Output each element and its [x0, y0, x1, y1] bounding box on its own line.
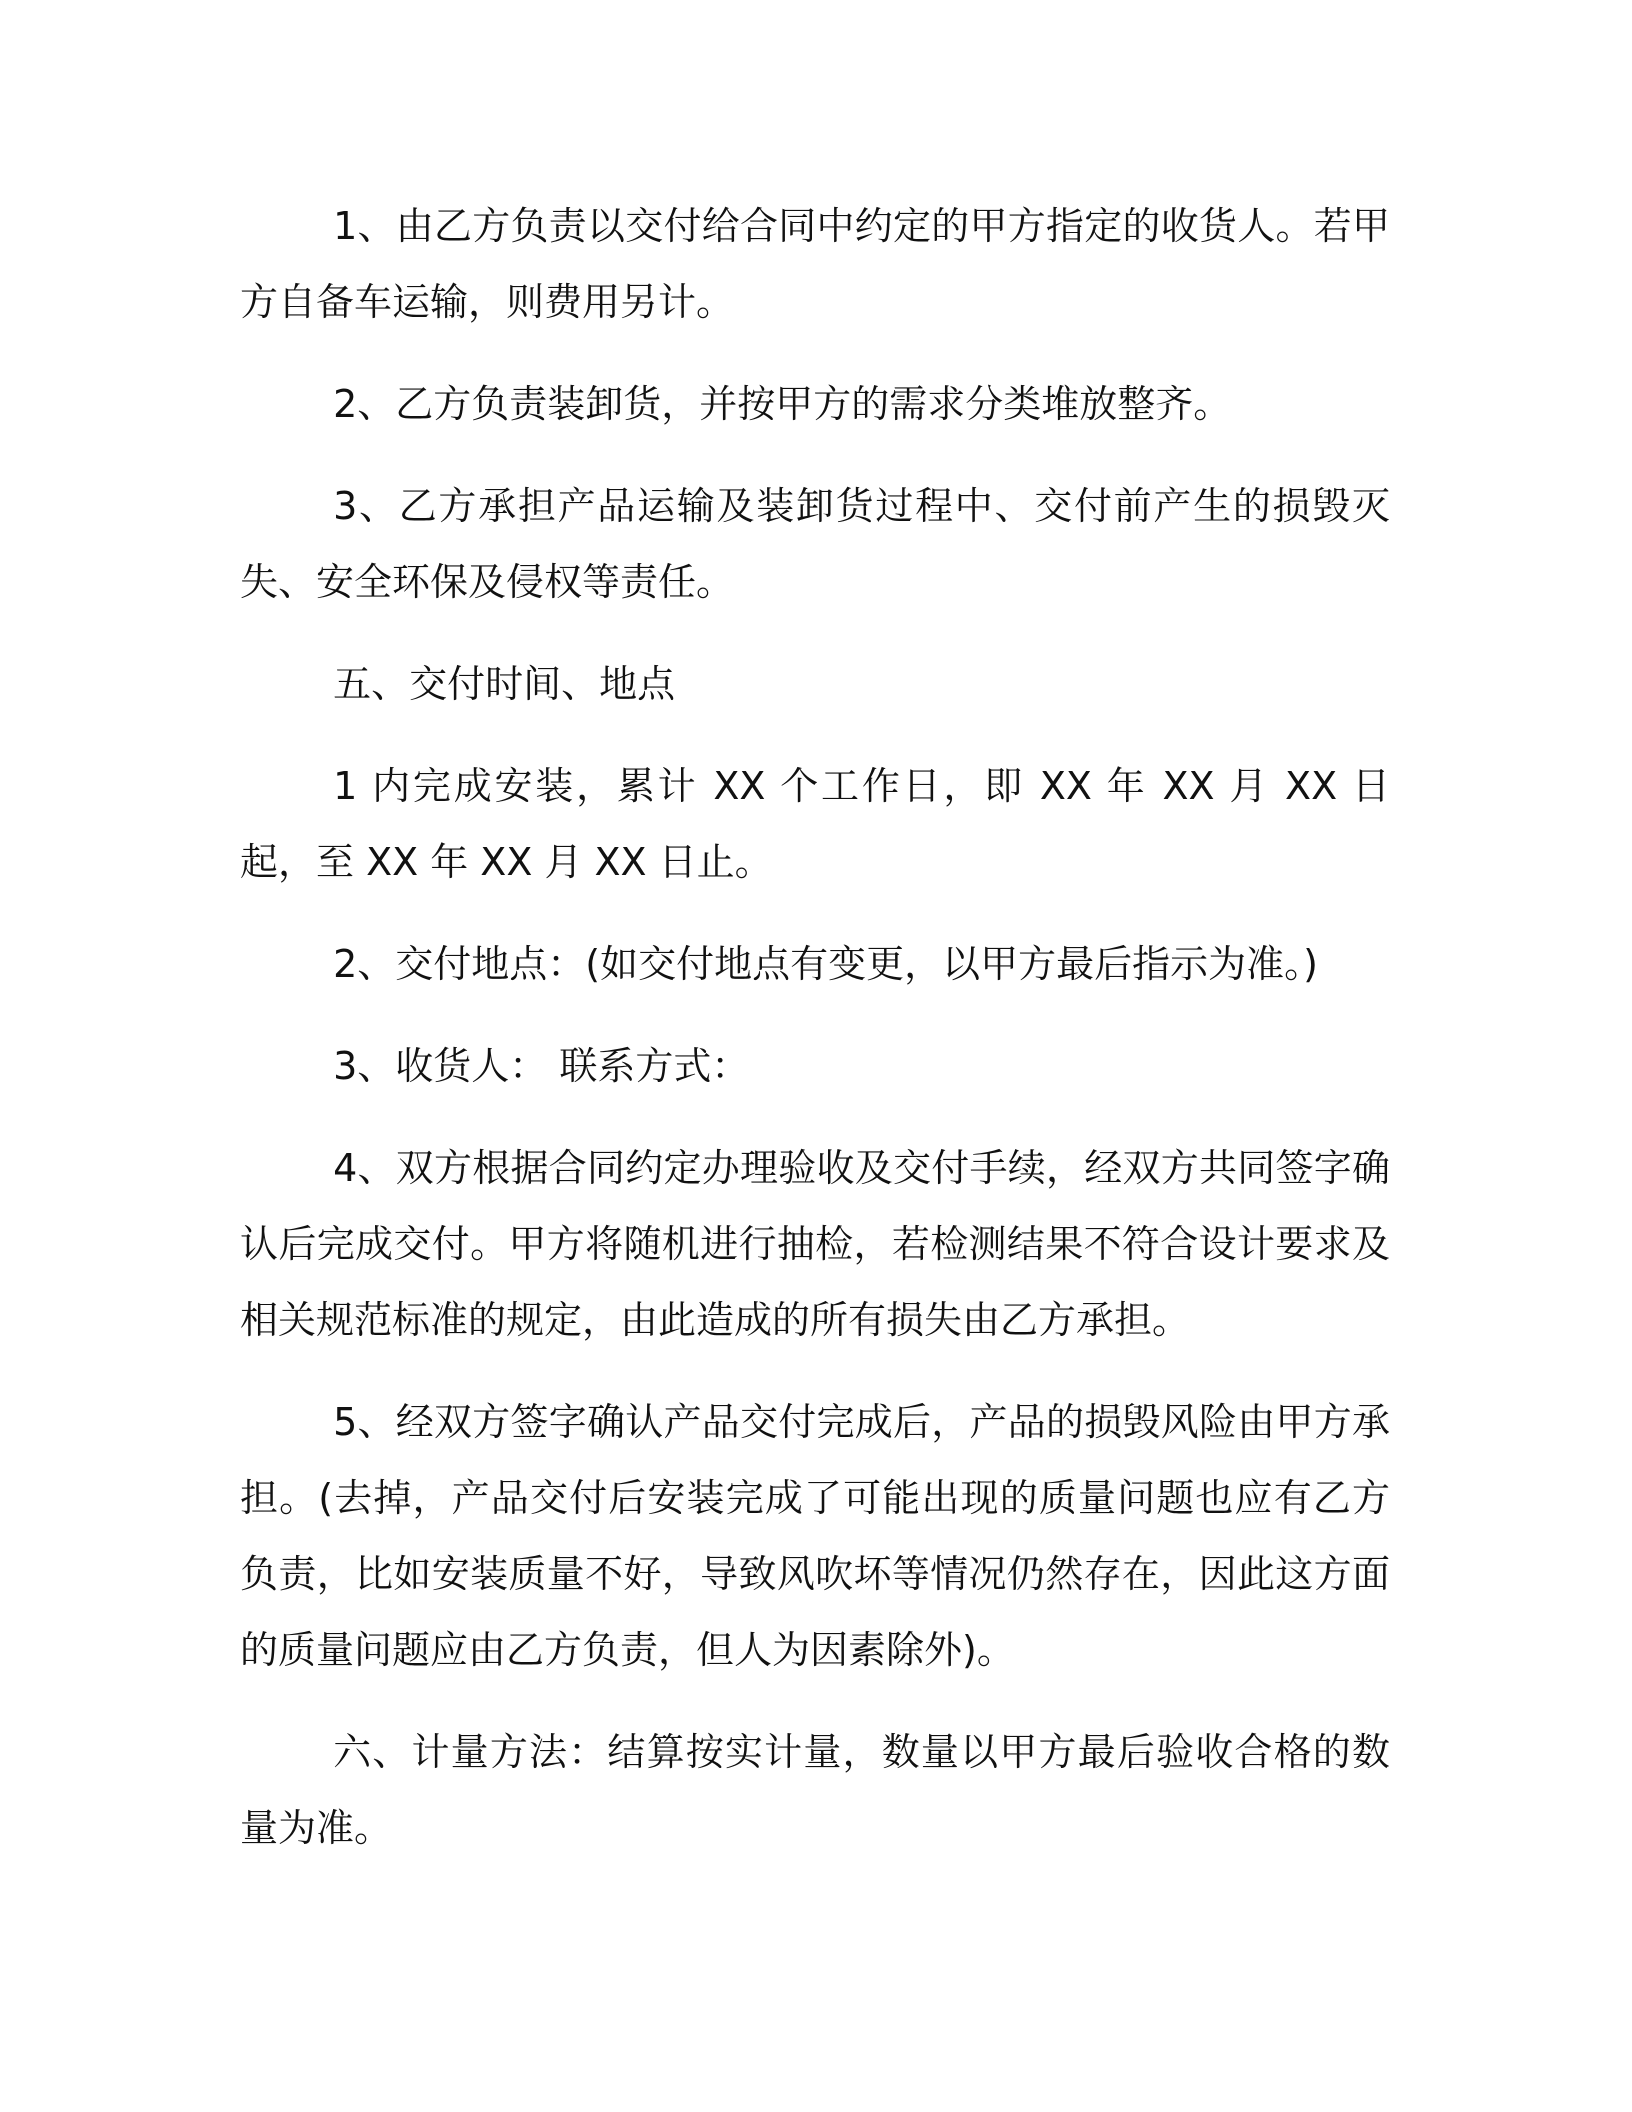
document-body [240, 188, 1390, 1892]
paragraph-acceptance-procedure: 4、双方根据合同约定办理验收及交付手续，经双方共同签字确认后完成交付。甲方将随机进行抽检，若检测结果不符合设计要求及相关规范标准的规定，由此造成的所有损失由乙方承担。 [240, 1146, 1390, 1342]
section-heading-delivery-time-location: 五、交付时间、地点 [333, 662, 676, 706]
paragraph-delivery-responsibility: 1、由乙方负责以交付给合同中约定的甲方指定的收货人。若甲方自备车运输，则费用另计。 [240, 204, 1390, 324]
paragraph-loading-unloading: 2、乙方负责装卸货，并按甲方的需求分类堆放整齐。 [333, 382, 1232, 426]
paragraph-liability: 3、乙方承担产品运输及装卸货过程中、交付前产生的损毁灭失、安全环保及侵权等责任。 [240, 484, 1390, 604]
section-heading-measurement-method: 六、计量方法：结算按实计量，数量以甲方最后验收合格的数量为准。 [240, 1730, 1390, 1850]
paragraph-consignee-contact: 3、收货人： 联系方式： [333, 1044, 750, 1088]
paragraph-installation-period: 1 内完成安装，累计 XX 个工作日，即 XX 年 XX 月 XX 日起，至 XX 年 XX 月 XX 日止。 [240, 764, 1390, 884]
paragraph-delivery-location: 2、交付地点：(如交付地点有变更，以甲方最后指示为准。) [333, 942, 1318, 986]
paragraph-risk-transfer: 5、经双方签字确认产品交付完成后，产品的损毁风险由甲方承担。(去掉，产品交付后安装完成了可能出现的质量问题也应有乙方负责，比如安装质量不好，导致风吹坏等情况仍然存在，因此这方面的质量问题应由乙方负责，但人为因素除外)。 [240, 1400, 1390, 1672]
